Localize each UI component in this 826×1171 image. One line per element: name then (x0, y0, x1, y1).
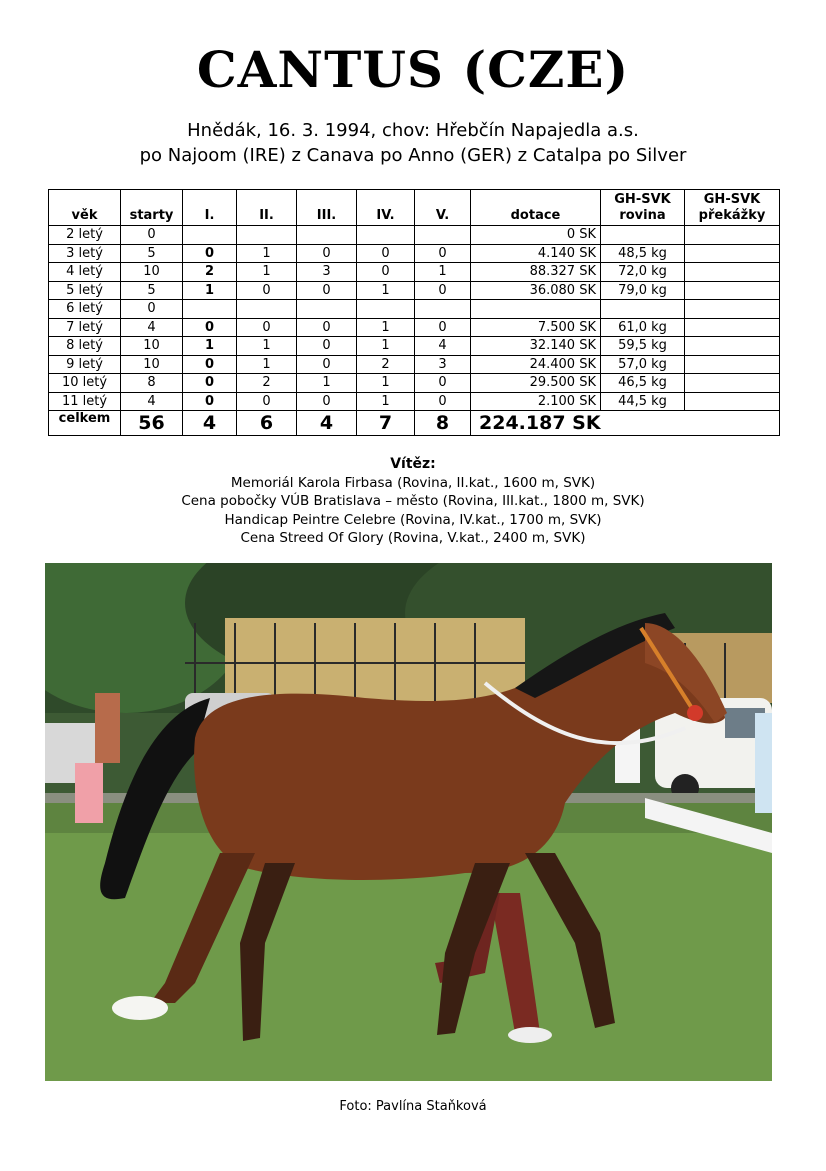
first-place-cell (183, 226, 237, 245)
flat-weight-cell: 61,0 kg (601, 318, 685, 337)
fifth-place-cell: 0 (415, 244, 471, 263)
age-cell: 10 letý (49, 374, 121, 393)
second-place-cell: 0 (237, 281, 297, 300)
second-place-cell: 0 (237, 318, 297, 337)
starts-cell: 8 (121, 374, 183, 393)
hurdle-weight-cell (685, 281, 780, 300)
total-fourth: 7 (357, 411, 415, 436)
first-place-cell: 1 (183, 281, 237, 300)
winner-race: Cena Streed Of Glory (Rovina, V.kat., 2400 m, SVK) (240, 530, 586, 546)
first-place-cell: 0 (183, 244, 237, 263)
fourth-place-cell: 1 (357, 374, 415, 393)
total-third: 4 (297, 411, 357, 436)
flat-weight-cell: 48,5 kg (601, 244, 685, 263)
table-header-row (49, 190, 780, 226)
col-third: III. (297, 190, 357, 226)
winner-race: Cena pobočky VÚB Bratislava – město (Rovina, III.kat., 1800 m, SVK) (181, 493, 645, 509)
first-place-cell: 0 (183, 392, 237, 411)
flat-weight-cell (601, 226, 685, 245)
second-place-cell: 1 (237, 263, 297, 282)
col-second: II. (237, 190, 297, 226)
horse-photo-illustration (45, 563, 772, 1081)
earnings-cell: 24.400 SK (471, 355, 601, 374)
table-row (49, 374, 780, 393)
fifth-place-cell: 0 (415, 281, 471, 300)
fifth-place-cell: 0 (415, 392, 471, 411)
second-place-cell: 1 (237, 337, 297, 356)
age-cell: 8 letý (49, 337, 121, 356)
age-cell: 11 letý (49, 392, 121, 411)
flat-weight-cell: 44,5 kg (601, 392, 685, 411)
starts-cell: 4 (121, 392, 183, 411)
table-row (49, 355, 780, 374)
fourth-place-cell: 1 (357, 337, 415, 356)
hurdle-weight-cell (685, 300, 780, 319)
earnings-cell: 0 SK (471, 226, 601, 245)
third-place-cell: 0 (297, 244, 357, 263)
winner-heading: Vítěz: (390, 456, 436, 472)
flat-weight-cell: 59,5 kg (601, 337, 685, 356)
fourth-place-cell (357, 226, 415, 245)
second-place-cell (237, 226, 297, 245)
age-cell: 6 letý (49, 300, 121, 319)
first-place-cell: 0 (183, 318, 237, 337)
third-place-cell (297, 226, 357, 245)
col-earnings: dotace (471, 190, 601, 226)
earnings-cell: 4.140 SK (471, 244, 601, 263)
third-place-cell: 0 (297, 355, 357, 374)
horse-photo (45, 563, 772, 1081)
table-row (49, 281, 780, 300)
fourth-place-cell (357, 300, 415, 319)
col-starts: starty (121, 190, 183, 226)
horse-title: CANTUS (CZE) (196, 40, 630, 99)
earnings-cell: 7.500 SK (471, 318, 601, 337)
flat-weight-cell: 79,0 kg (601, 281, 685, 300)
fifth-place-cell (415, 300, 471, 319)
earnings-cell: 36.080 SK (471, 281, 601, 300)
second-place-cell: 1 (237, 244, 297, 263)
fourth-place-cell: 0 (357, 244, 415, 263)
flat-weight-cell: 46,5 kg (601, 374, 685, 393)
fourth-place-cell: 1 (357, 392, 415, 411)
earnings-cell: 2.100 SK (471, 392, 601, 411)
third-place-cell: 0 (297, 337, 357, 356)
total-starts: 56 (121, 411, 183, 436)
hurdle-weight-cell (685, 318, 780, 337)
first-place-cell: 1 (183, 337, 237, 356)
col-fifth: V. (415, 190, 471, 226)
third-place-cell: 0 (297, 281, 357, 300)
table-row (49, 300, 780, 319)
starts-cell: 10 (121, 263, 183, 282)
earnings-cell: 32.140 SK (471, 337, 601, 356)
second-place-cell (237, 300, 297, 319)
flat-weight-cell: 72,0 kg (601, 263, 685, 282)
first-place-cell: 0 (183, 355, 237, 374)
starts-cell: 10 (121, 337, 183, 356)
first-place-cell (183, 300, 237, 319)
earnings-cell: 29.500 SK (471, 374, 601, 393)
table-row (49, 244, 780, 263)
second-place-cell: 2 (237, 374, 297, 393)
starts-cell: 10 (121, 355, 183, 374)
fifth-place-cell: 4 (415, 337, 471, 356)
fifth-place-cell: 3 (415, 355, 471, 374)
table-row (49, 263, 780, 282)
age-cell: 3 letý (49, 244, 121, 263)
fourth-place-cell: 1 (357, 318, 415, 337)
col-first: I. (183, 190, 237, 226)
horse-pedigree: po Najoom (IRE) z Canava po Anno (GER) z Catalpa po Silver (139, 145, 687, 166)
horse-description: Hnědák, 16. 3. 1994, chov: Hřebčín Napajedla a.s. (187, 120, 639, 141)
starts-cell: 0 (121, 226, 183, 245)
starts-cell: 5 (121, 281, 183, 300)
winner-race: Memoriál Karola Firbasa (Rovina, II.kat., 1600 m, SVK) (230, 474, 596, 491)
starts-cell: 4 (121, 318, 183, 337)
age-cell: 2 letý (49, 226, 121, 245)
race-record-table (48, 189, 780, 436)
second-place-cell: 0 (237, 392, 297, 411)
hurdle-weight-cell (685, 392, 780, 411)
third-place-cell: 0 (297, 318, 357, 337)
total-second: 6 (237, 411, 297, 436)
earnings-cell: 88.327 SK (471, 263, 601, 282)
flat-weight-cell (601, 300, 685, 319)
fifth-place-cell: 0 (415, 374, 471, 393)
table-row (49, 337, 780, 356)
hurdle-weight-cell (685, 374, 780, 393)
hurdle-weight-cell (685, 355, 780, 374)
fourth-place-cell: 2 (357, 355, 415, 374)
fifth-place-cell (415, 226, 471, 245)
first-place-cell: 2 (183, 263, 237, 282)
flat-weight-cell: 57,0 kg (601, 355, 685, 374)
hurdle-weight-cell (685, 337, 780, 356)
winner-section (0, 455, 826, 548)
col-age: věk (49, 190, 121, 226)
third-place-cell: 3 (297, 263, 357, 282)
second-place-cell: 1 (237, 355, 297, 374)
winner-race: Handicap Peintre Celebre (Rovina, IV.kat., 1700 m, SVK) (224, 511, 602, 528)
earnings-cell (471, 300, 601, 319)
hurdle-weight-cell (685, 263, 780, 282)
total-fifth: 8 (415, 411, 471, 436)
third-place-cell: 0 (297, 392, 357, 411)
table-row (49, 226, 780, 245)
table-row (49, 318, 780, 337)
hurdle-weight-cell (685, 244, 780, 263)
table-total-row (49, 411, 780, 436)
first-place-cell: 0 (183, 374, 237, 393)
total-first: 4 (183, 411, 237, 436)
starts-cell: 5 (121, 244, 183, 263)
fifth-place-cell: 1 (415, 263, 471, 282)
fourth-place-cell: 0 (357, 263, 415, 282)
col-hurdle-handicap: GH-SVK překážky (685, 190, 780, 226)
age-cell: 7 letý (49, 318, 121, 337)
age-cell: 5 letý (49, 281, 121, 300)
starts-cell: 0 (121, 300, 183, 319)
third-place-cell: 1 (297, 374, 357, 393)
col-flat-handicap: GH-SVK rovina (601, 190, 685, 226)
fifth-place-cell: 0 (415, 318, 471, 337)
hurdle-weight-cell (685, 226, 780, 245)
table-row (49, 392, 780, 411)
total-label: celkem (49, 411, 121, 436)
age-cell: 9 letý (49, 355, 121, 374)
photo-caption: Foto: Pavlína Staňková (339, 1099, 487, 1114)
total-earnings: 224.187 SK (471, 411, 780, 436)
col-fourth: IV. (357, 190, 415, 226)
age-cell: 4 letý (49, 263, 121, 282)
fourth-place-cell: 1 (357, 281, 415, 300)
third-place-cell (297, 300, 357, 319)
